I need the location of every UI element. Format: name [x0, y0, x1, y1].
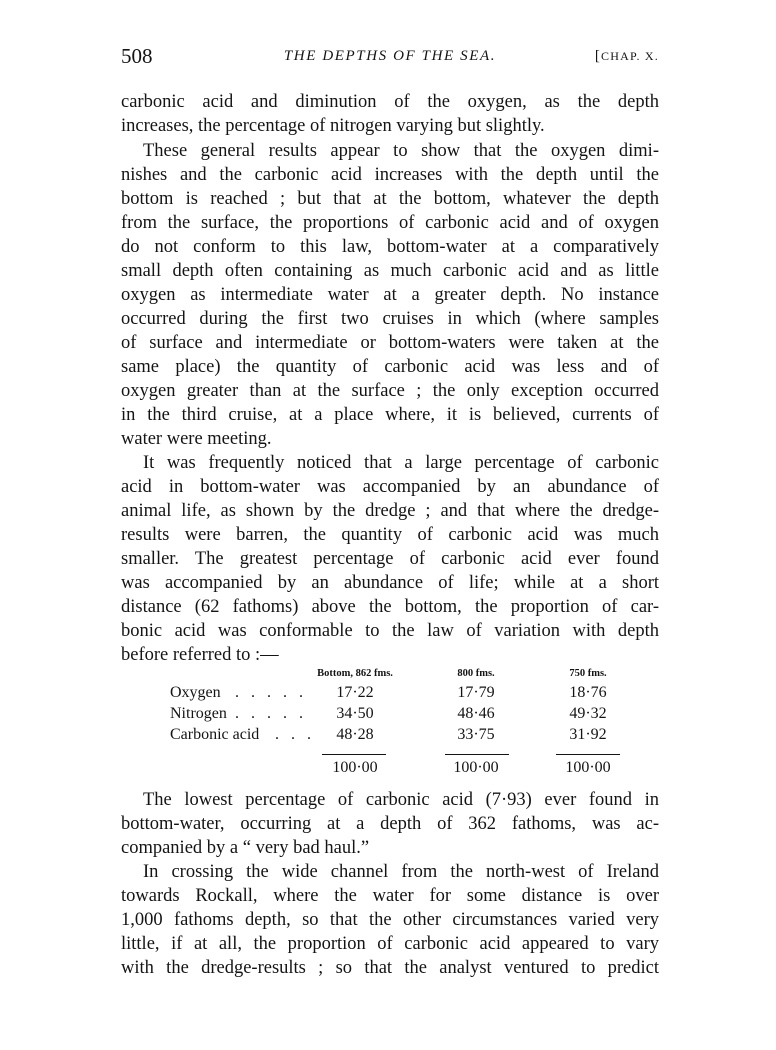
- page-number: 508: [121, 44, 153, 68]
- text-line: results were barren, the quantity of carbonic acid was much: [121, 525, 659, 545]
- column-header-800: 800 fms.: [457, 668, 495, 679]
- text-line: acid in bottom-water was accompanied by an abundance of: [121, 477, 659, 497]
- text-line: smaller. The greatest percentage of carbonic acid ever found: [121, 549, 659, 569]
- text-line: before referred to :—: [121, 645, 279, 665]
- text-line: carbonic acid and diminution of the oxygen, as the depth: [121, 92, 659, 112]
- text-line: These general results appear to show that the oxygen dimi-: [143, 141, 659, 161]
- text-line: companied by a “ very bad haul.”: [121, 838, 370, 858]
- table-cell: 49·32: [569, 705, 607, 722]
- text-line: The lowest percentage of carbonic acid (7·93) ever found in: [143, 790, 659, 810]
- gas-percentage-table: [170, 668, 620, 783]
- text-line: small depth often containing as much carbonic acid and as little: [121, 261, 659, 281]
- text-line: towards Rockall, where the water for some distance is over: [121, 886, 659, 906]
- chapter-text: CHAP. X.: [601, 49, 659, 63]
- table-total: 100·00: [565, 759, 611, 776]
- paragraph-general-results: [121, 139, 659, 451]
- text-line: of surface and intermediate or bottom-waters were taken at the: [121, 333, 659, 353]
- page-header: [121, 44, 659, 74]
- table-cell: 17·79: [457, 684, 495, 701]
- text-line: distance (62 fathoms) above the bottom, the proportion of car-: [121, 597, 659, 617]
- table-total: 100·00: [453, 759, 499, 776]
- text-line: nishes and the carbonic acid increases with the depth until the: [121, 165, 659, 185]
- table-cell: 33·75: [457, 726, 495, 743]
- table-cell: 17·22: [336, 684, 374, 701]
- text-line: bottom is reached ; but that at the bottom, whatever the depth: [121, 189, 659, 209]
- table-cell: 31·92: [569, 726, 607, 743]
- paragraph-continuation: [121, 90, 659, 138]
- row-label-nitrogen: Nitrogen: [170, 705, 227, 722]
- row-label-oxygen: Oxygen: [170, 684, 221, 701]
- table-cell: 48·46: [457, 705, 495, 722]
- text-line: 1,000 fathoms depth, so that the other circumstances varied very: [121, 910, 659, 930]
- paragraph-bottom-water: [121, 451, 659, 667]
- text-line: In crossing the wide channel from the north-west of Ireland: [143, 862, 659, 882]
- text-line: in the third cruise, at a place where, it is believed, currents of: [121, 405, 659, 425]
- column-header-750: 750 fms.: [569, 668, 607, 679]
- text-line: from the surface, the proportions of carbonic acid and of oxygen: [121, 213, 659, 233]
- row-label-carbonic-acid: Carbonic acid: [170, 726, 260, 743]
- table-cell: 48·28: [336, 726, 374, 743]
- text-line: bonic acid was conformable to the law of variation with depth: [121, 621, 659, 641]
- text-line: water were meeting.: [121, 429, 272, 449]
- sum-rule: [445, 754, 509, 755]
- column-header-bottom-862: Bottom, 862 fms.: [317, 668, 393, 679]
- chapter-label: [595, 48, 659, 65]
- table-cell: 34·50: [336, 705, 374, 722]
- text-line: oxygen as intermediate water at a greater depth. No instance: [121, 285, 659, 305]
- sum-rule: [322, 754, 386, 755]
- text-line: increases, the percentage of nitrogen varying but slightly.: [121, 116, 545, 136]
- text-line: oxygen greater than at the surface ; the only exception occurred: [121, 381, 659, 401]
- text-line: do not conform to this law, bottom-water at a comparatively: [121, 237, 659, 257]
- sum-rule: [556, 754, 620, 755]
- table-total: 100·00: [332, 759, 378, 776]
- text-line: with the dredge-results ; so that the analyst ventured to predict: [121, 958, 659, 978]
- paragraph-lowest-percentage: [121, 788, 659, 860]
- leader-dots: . . . . .: [235, 705, 307, 722]
- running-title: THE DEPTHS OF THE SEA.: [283, 48, 497, 64]
- table-cell: 18·76: [569, 684, 607, 701]
- text-line: bottom-water, occurring at a depth of 362 fathoms, was ac-: [121, 814, 659, 834]
- paragraph-rockall: [121, 860, 659, 980]
- leader-dots: . . . . .: [235, 684, 307, 701]
- text-line: It was frequently noticed that a large percentage of carbonic: [143, 453, 659, 473]
- text-line: was accompanied by an abundance of life; while at a short: [121, 573, 659, 593]
- text-line: little, if at all, the proportion of carbonic acid appeared to vary: [121, 934, 659, 954]
- chapter-bracket: [: [594, 48, 602, 64]
- text-line: same place) the quantity of carbonic acid was less and of: [121, 357, 659, 377]
- text-line: occurred during the first two cruises in which (where samples: [121, 309, 659, 329]
- leader-dots: . . .: [275, 726, 315, 743]
- text-line: animal life, as shown by the dredge ; and that where the dredge-: [121, 501, 659, 521]
